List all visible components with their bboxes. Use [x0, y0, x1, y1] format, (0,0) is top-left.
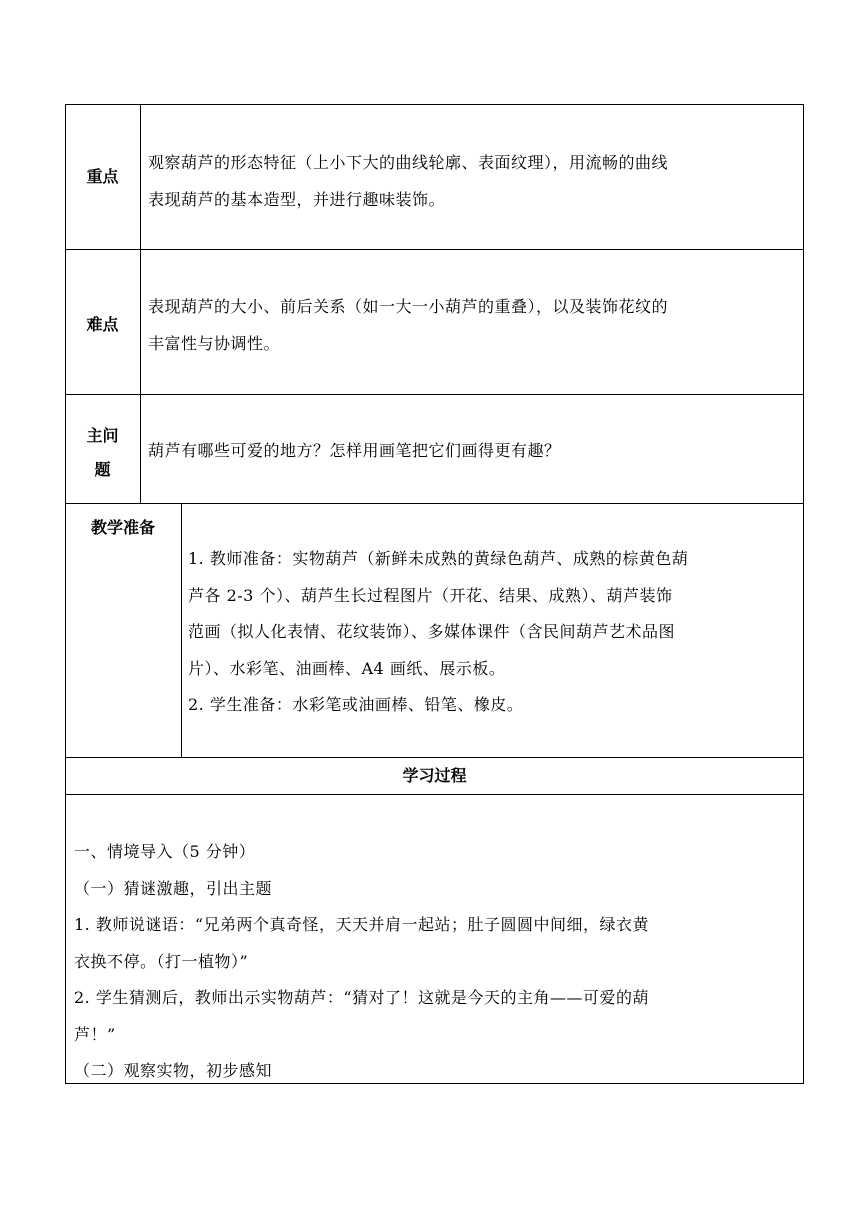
- row-divider: [65, 249, 804, 250]
- row-divider: [65, 503, 804, 504]
- main-question-label: 主问: [86, 426, 119, 445]
- row-divider: [65, 394, 804, 395]
- key-points-text: 观察葫芦的形态特征（上小下大的曲线轮廓、表面纹理），用流畅的曲线 表现葫芦的基本造型，并进行趣味装饰。: [148, 153, 669, 209]
- main-question-label-cont: 题: [94, 460, 111, 479]
- main-question-text: 葫芦有哪些可爱的地方？怎样用画笔把它们画得更有趣？: [148, 441, 561, 460]
- learning-process-header: 学习过程: [402, 766, 467, 785]
- column-divider: [140, 104, 141, 503]
- key-points-label: 重点: [86, 167, 119, 186]
- row-divider: [65, 794, 804, 795]
- difficulties-label: 难点: [86, 315, 119, 334]
- column-divider: [181, 503, 182, 757]
- preparation-label: 教学准备: [90, 518, 155, 537]
- learning-process-text: 一、情境导入（5 分钟） （一）猜谜激趣，引出主题 1. 教师说谜语：“兄弟两个真奇怪，天天并肩一起站；肚子圆圆中间细，绿衣黄 衣换不停。（打一植物）” 2. 学生猜测后，教师出示实物葫芦：“猜对了！这就是今天的主角——可爱的葫 芦！” （二）观察实物，初步感知: [74, 842, 650, 1080]
- difficulties-text: 表现葫芦的大小、前后关系（如一大一小葫芦的重叠），以及装饰花纹的 丰富性与协调性。: [148, 297, 669, 353]
- preparation-text: 1. 教师准备：实物葫芦（新鲜未成熟的黄绿色葫芦、成熟的棕黄色葫 芦各 2-3 个）、葫芦生长过程图片（开花、结果、成熟）、葫芦装饰 范画（拟人化表情、花纹装饰）、多媒体课件（含民间葫芦艺术品图 片）、水彩笔、油画棒、A4 画纸、展示板。 2. 学生准备：水彩笔或油画棒、铅笔、橡皮。: [188, 549, 689, 714]
